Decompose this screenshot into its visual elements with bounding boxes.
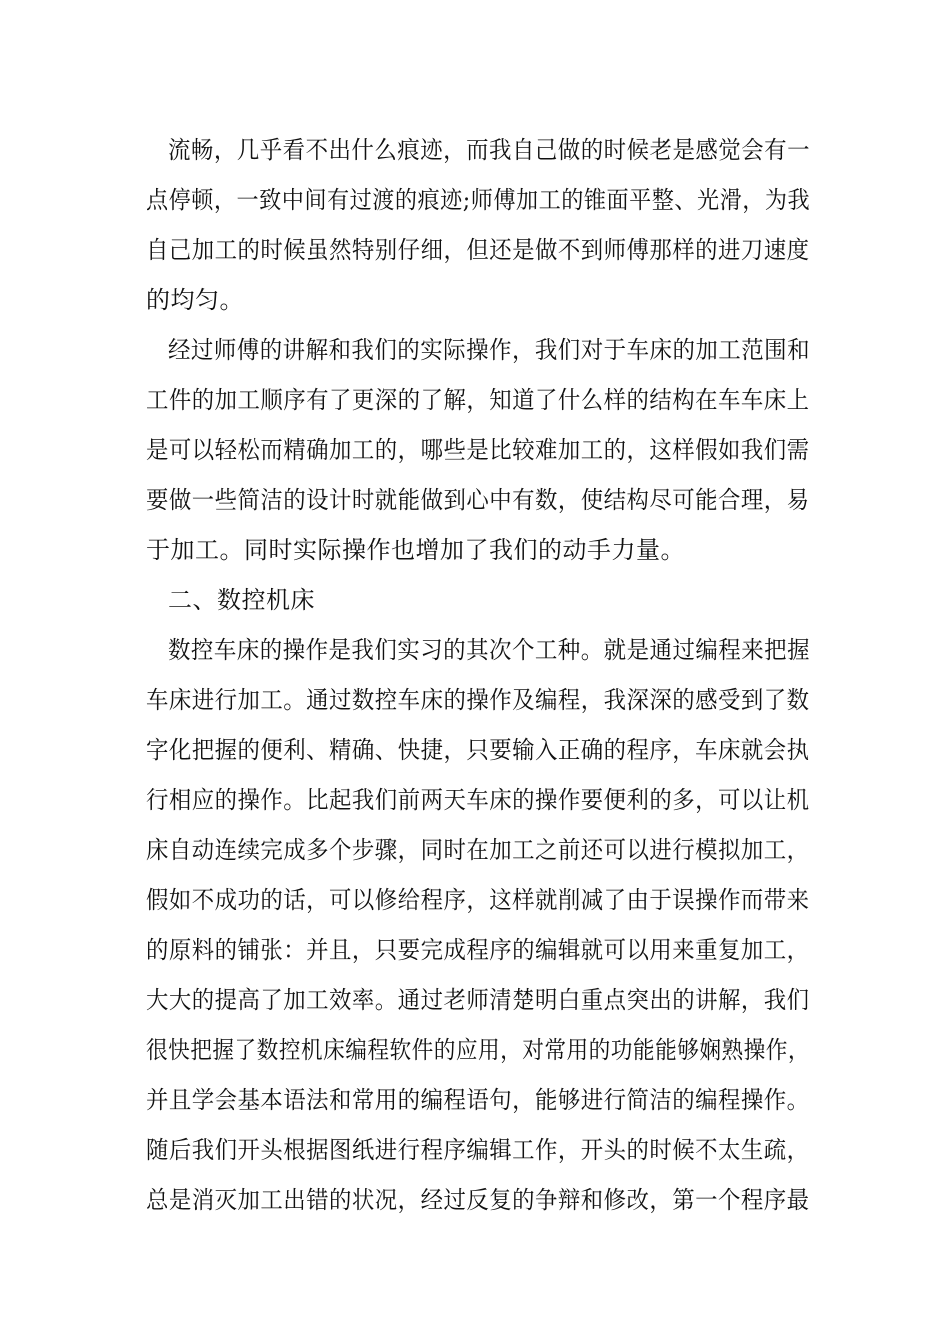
paragraph-line: 流畅，几乎看不出什么痕迹，而我自己做的时候老是感觉会有一 [168,136,811,164]
paragraph-line: 要做一些简洁的设计时就能做到心中有数，使结构尽可能合理，易 [146,486,810,514]
paragraph-line: 随后我们开头根据图纸进行程序编辑工作，开头的时候不太生疏， [146,1136,810,1164]
section-heading: 二、数控机床 [168,586,315,614]
paragraph-line: 工件的加工顺序有了更深的了解，知道了什么样的结构在车车床上 [146,386,810,414]
paragraph-line: 大大的提高了加工效率。通过老师清楚明白重点突出的讲解，我们 [146,986,810,1014]
paragraph-line: 点停顿，一致中间有过渡的痕迹;师傅加工的锥面平整、光滑，为我 [146,186,811,214]
paragraph-line: 行相应的操作。比起我们前两天车床的操作要便利的多，可以让机 [146,786,810,814]
paragraph-line: 假如不成功的话，可以修给程序，这样就削减了由于误操作而带来 [146,886,810,914]
paragraph-line: 的原料的铺张：并且，只要完成程序的编辑就可以用来重复加工， [146,936,810,964]
paragraph-line: 的均匀。 [146,286,244,314]
paragraph-line: 床自动连续完成多个步骤，同时在加工之前还可以进行模拟加工， [146,836,810,864]
paragraph-line: 经过师傅的讲解和我们的实际操作，我们对于车床的加工范围和 [168,336,811,364]
paragraph-line: 于加工。同时实际操作也增加了我们的动手力量。 [146,536,685,564]
paragraph-line: 字化把握的便利、精确、快捷，只要输入正确的程序，车床就会执 [146,736,810,764]
paragraph-line: 总是消灭加工出错的状况，经过反复的争辩和修改，第一个程序最 [146,1186,810,1214]
paragraph-line: 并且学会基本语法和常用的编程语句，能够进行简洁的编程操作。 [146,1086,810,1114]
paragraph-line: 是可以轻松而精确加工的，哪些是比较难加工的，这样假如我们需 [146,436,810,464]
paragraph-line: 很快把握了数控机床编程软件的应用，对常用的功能能够娴熟操作， [146,1036,810,1064]
paragraph-line: 数控车床的操作是我们实习的其次个工种。就是通过编程来把握 [168,636,811,664]
paragraph-line: 车床进行加工。通过数控车床的操作及编程，我深深的感受到了数 [146,686,810,714]
paragraph-line: 自己加工的时候虽然特别仔细，但还是做不到师傅那样的进刀速度 [146,236,810,264]
